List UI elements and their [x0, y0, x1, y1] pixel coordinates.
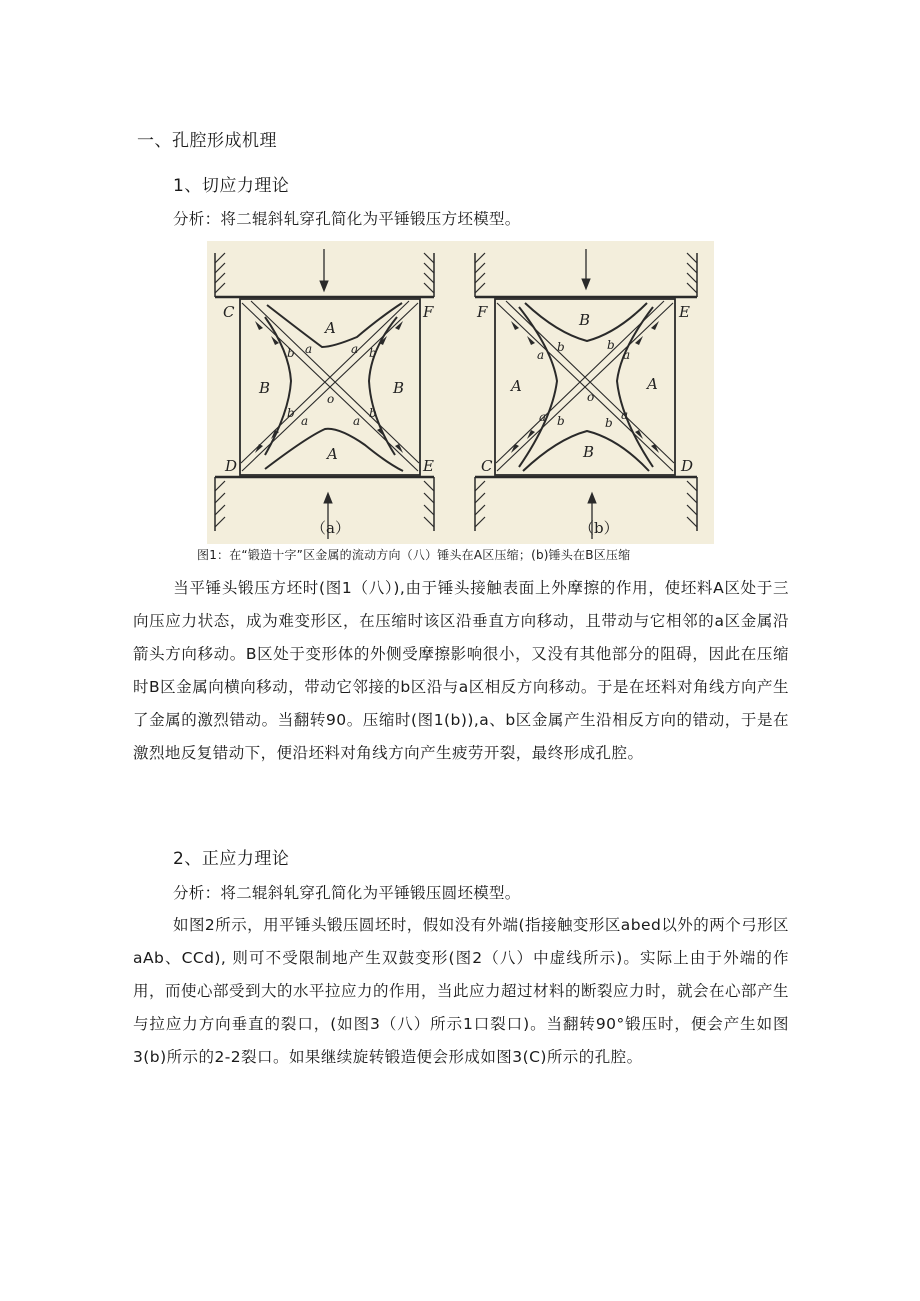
small-label: b: [287, 346, 295, 360]
small-label: a: [537, 348, 545, 362]
corner-label: C: [481, 457, 493, 475]
small-label: b: [369, 346, 377, 360]
zone-label: A: [325, 319, 336, 337]
corner-label: F: [477, 303, 488, 321]
panel-label-a: （a）: [311, 519, 350, 537]
paragraph-text: 如图2所示，用平锤头锻压圆坯时，假如没有外端(指接触变形区abed以外的两个弓形区aAb、CCd), 则可不受限制地产生双鼓变形(图2（八）中虚线所示)。实际上由于外端的作用，而使心部受到大的水平拉应力的作用，当此应力超过材料的断裂应力时，就会在心部产生与拉应力方向垂直的裂口，(如图3（八）所示1口裂口)。当翻转90°锻压时，便会产生如图3(b)所示的2-2裂口。如果继续旋转锻造便会形成如图3(C)所示的孔腔。: [133, 916, 789, 1066]
zone-label: B: [579, 311, 591, 329]
zone-label: B: [259, 379, 271, 397]
small-label: b: [287, 406, 295, 420]
small-label: o: [327, 392, 335, 406]
panel-label-b: （b）: [579, 519, 619, 537]
subsection-title-shear: 1、切应力理论: [173, 176, 290, 196]
corner-label: D: [681, 457, 694, 475]
subsection-title-normal: 2、正应力理论: [173, 849, 290, 869]
zone-label: A: [647, 375, 658, 393]
paragraph-shear-theory: [133, 572, 789, 770]
small-label: b: [557, 340, 565, 354]
small-label: a: [351, 342, 359, 356]
corner-label: E: [423, 457, 434, 475]
zone-label: A: [511, 377, 522, 395]
paragraph-text: 当平锤头锻压方坯时(图1（八）),由于锤头接触表面上外摩擦的作用，使坯料A区处于三向压应力状态，成为难变形区，在压缩时该区沿垂直方向移动，且带动与它相邻的a区金属沿箭头方向移动。B区处于变形体的外侧受摩擦影响很小，又没有其他部分的阻碍，因此在压缩时B区金属向横向移动，带动它邻接的b区沿与a区相反方向移动。于是在坯料对角线方向产生了金属的激烈错动。当翻转90。压缩时(图1(b)),a、b区金属产生沿相反方向的错动，于是在激烈地反复错动下，便沿坯料对角线方向产生疲劳开裂，最终形成孔腔。: [133, 579, 789, 762]
corner-label: E: [679, 303, 690, 321]
zone-label: A: [327, 445, 338, 463]
figure-caption: 图1：在“锻造十字”区金属的流动方向（八）锤头在A区压缩；(b)锤头在B区压缩: [197, 548, 631, 562]
panel-b-diagram: [475, 249, 697, 539]
section-heading: 一、孔腔形成机理: [137, 131, 277, 151]
corner-label: C: [223, 303, 235, 321]
corner-label: F: [423, 303, 434, 321]
analysis-text-shear: 分析：将二辊斜轧穿孔简化为平锤锻压方坯模型。: [173, 210, 521, 228]
small-label: a: [353, 414, 361, 428]
small-label: b: [605, 416, 613, 430]
small-label: b: [607, 338, 615, 352]
small-label: a: [623, 348, 631, 362]
small-label: a: [539, 410, 547, 424]
analysis-text-normal: 分析：将二辊斜轧穿孔简化为平锤锻压圆坯模型。: [173, 884, 521, 902]
zone-label: B: [583, 443, 595, 461]
small-label: o: [587, 390, 595, 404]
small-label: b: [557, 414, 565, 428]
small-label: a: [301, 414, 309, 428]
panel-a-diagram: [215, 249, 434, 539]
zone-label: B: [393, 379, 405, 397]
small-label: a: [305, 342, 313, 356]
figure-forging-cross: [207, 241, 714, 544]
small-label: b: [369, 406, 377, 420]
paragraph-normal-theory: [133, 909, 789, 1074]
small-label: a: [621, 408, 629, 422]
corner-label: D: [225, 457, 238, 475]
